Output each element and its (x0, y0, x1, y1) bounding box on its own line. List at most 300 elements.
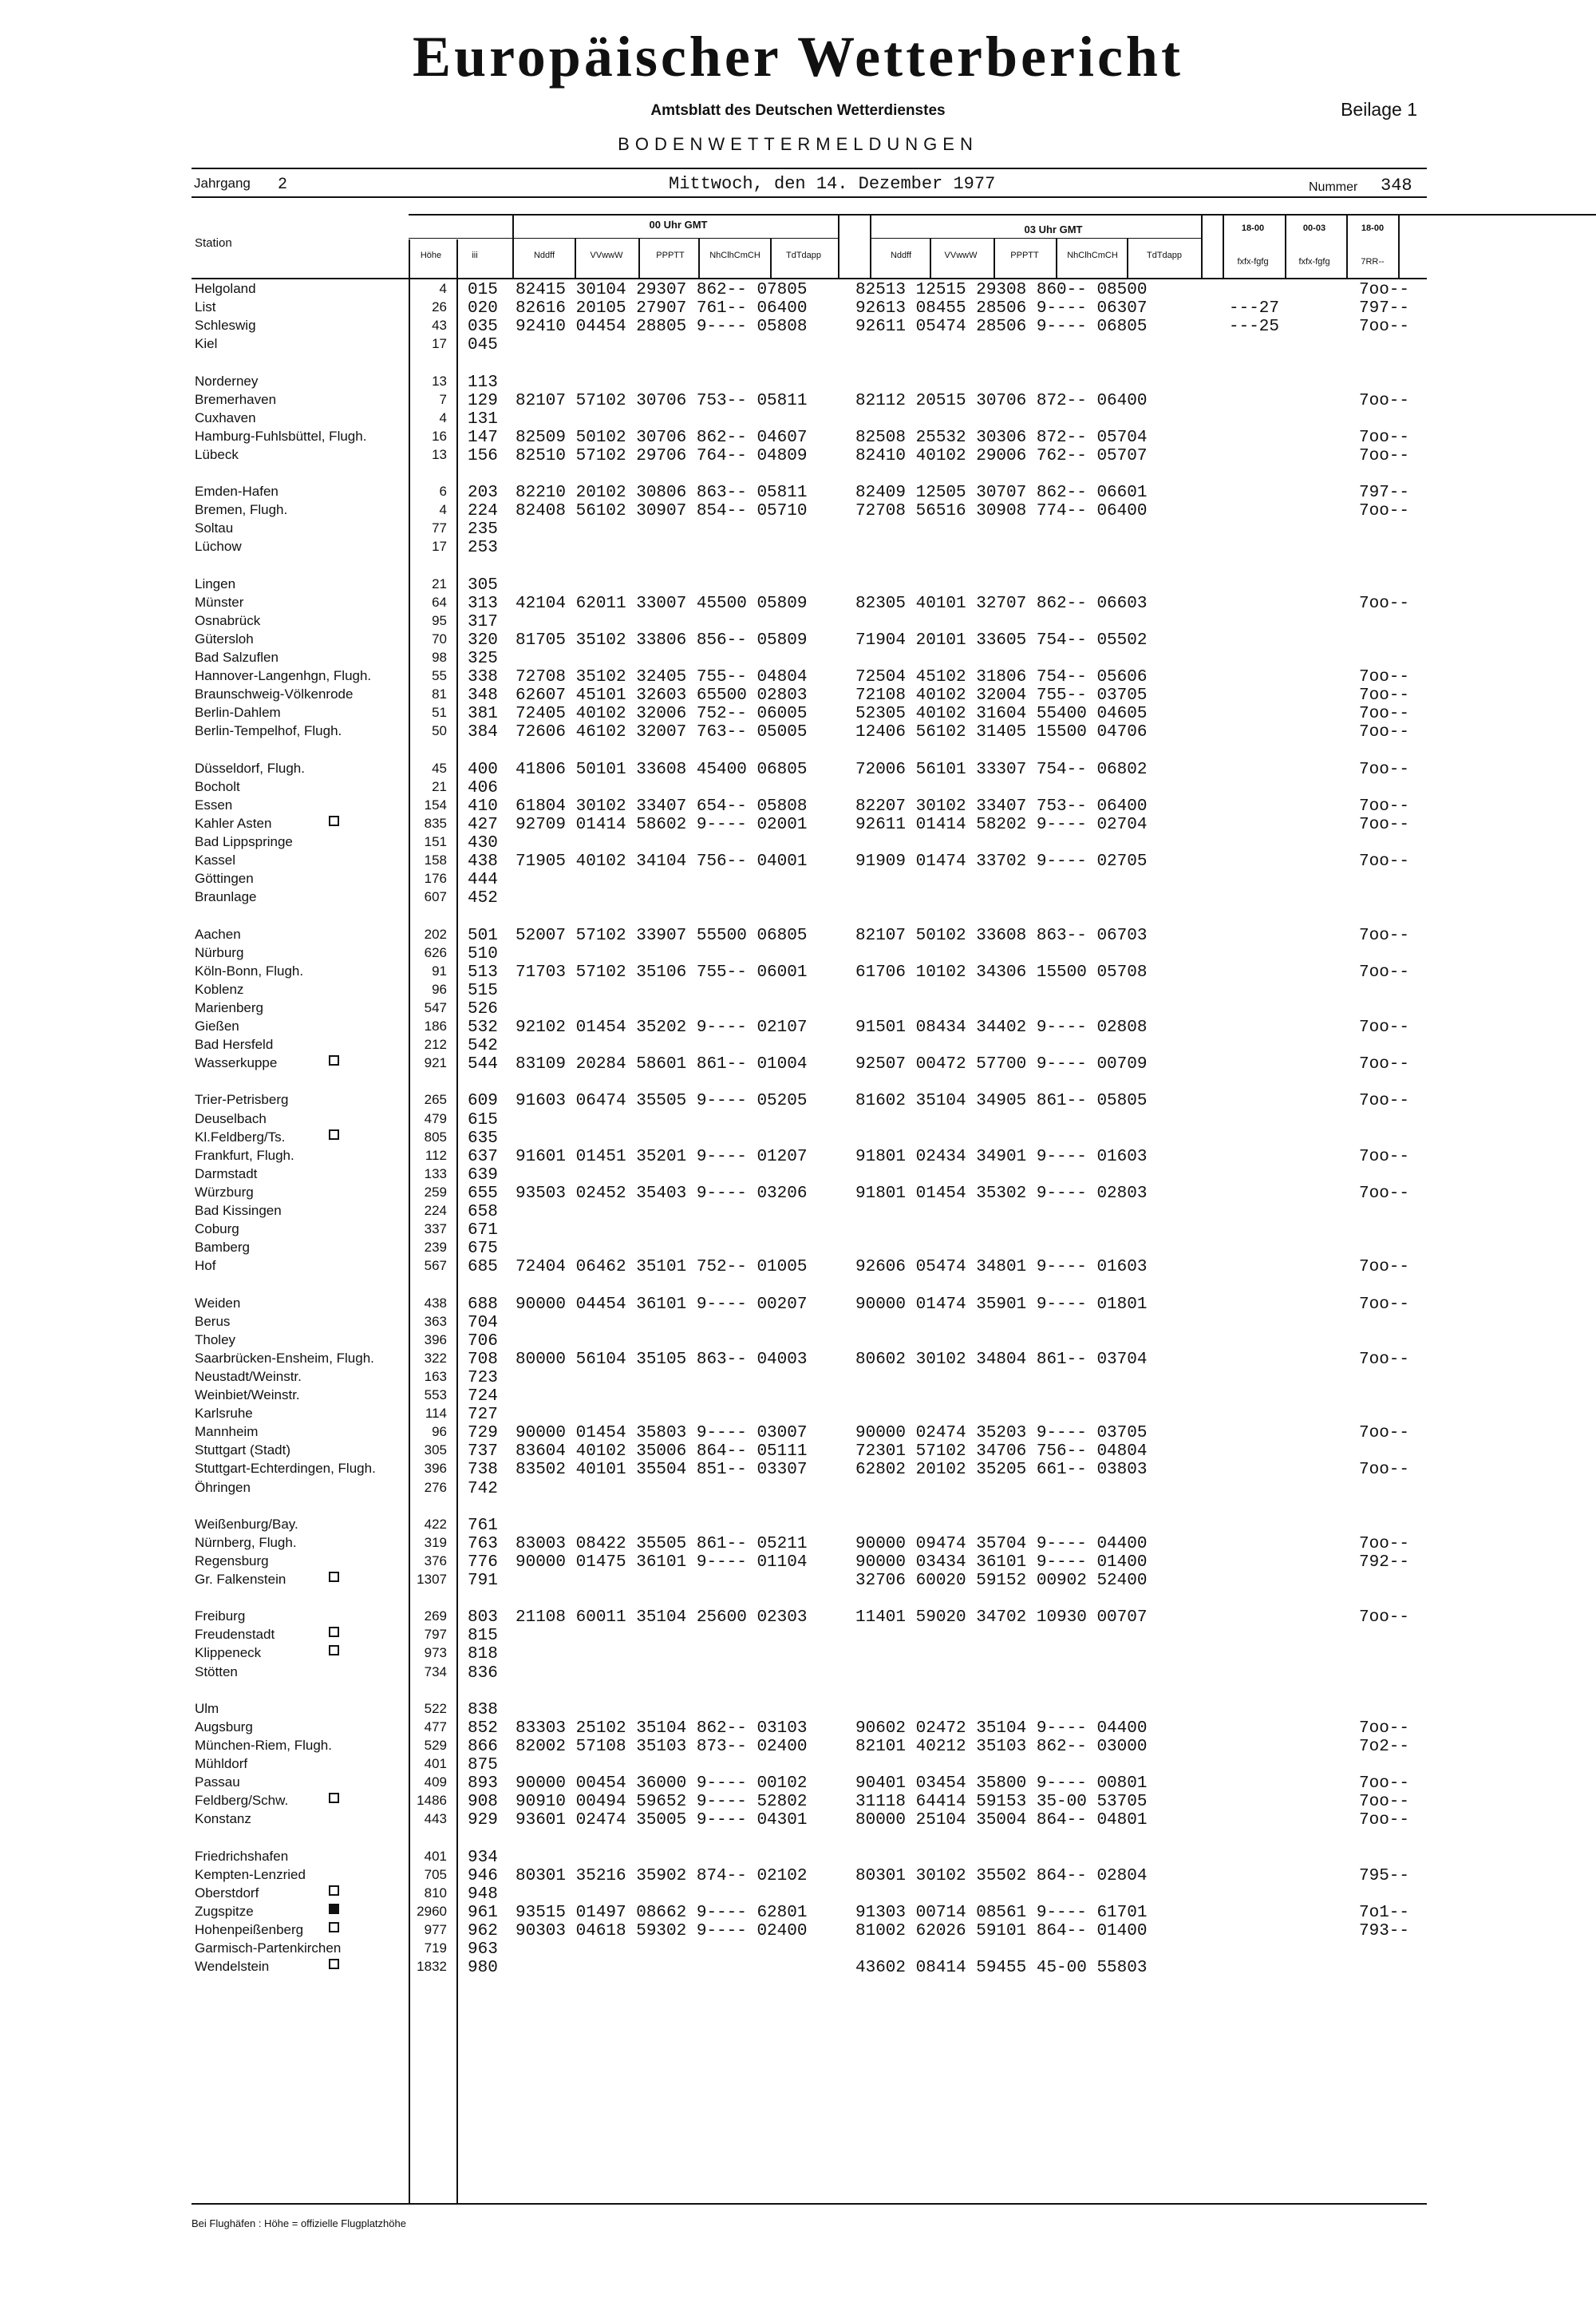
precip-18-00: 7oo-- (1359, 760, 1410, 779)
station-id: 724 (468, 1387, 498, 1406)
col-divider (770, 238, 772, 279)
obs-03-gmt: 52305 40102 31604 55400 04605 (855, 705, 1148, 724)
col-00-h1: Nddff (533, 251, 555, 260)
table-row (0, 1406, 1596, 1424)
station-height: 212 (424, 1037, 447, 1053)
station-height: 553 (424, 1387, 447, 1402)
precip-18-00: 7oo-- (1359, 705, 1410, 724)
station-name: Regensburg (195, 1553, 269, 1568)
station-name: Bad Hersfeld (195, 1037, 274, 1053)
station-id: 526 (468, 999, 498, 1019)
station-height: 265 (424, 1092, 447, 1108)
station-height: 176 (424, 871, 447, 887)
station-height: 16 (432, 428, 447, 444)
station-id: 961 (468, 1903, 498, 1922)
obs-00-gmt: 83303 25102 35104 862-- 03103 (516, 1719, 808, 1738)
station-height: 477 (424, 1719, 447, 1734)
obs-03-gmt: 82101 40212 35103 862-- 03000 (855, 1737, 1148, 1756)
col-03-h2: VVwwW (944, 251, 978, 260)
station-id: 929 (468, 1811, 498, 1830)
table-row (0, 410, 1596, 429)
station-id: 685 (468, 1258, 498, 1277)
station-id: 838 (468, 1700, 498, 1719)
open-square-icon (329, 1793, 339, 1803)
col-divider (1346, 214, 1348, 279)
obs-00-gmt: 82002 57108 35103 873-- 02400 (516, 1737, 808, 1756)
station-height: 26 (432, 299, 447, 315)
station-id: 852 (468, 1719, 498, 1738)
table-row (0, 668, 1596, 686)
obs-03-gmt: 12406 56102 31405 15500 04706 (855, 723, 1148, 742)
table-row (0, 1314, 1596, 1332)
station-height: 973 (424, 1645, 447, 1661)
station-height: 376 (424, 1553, 447, 1568)
obs-03-gmt: 80602 30102 34804 861-- 03704 (855, 1350, 1148, 1369)
precip-18-00: 7oo-- (1359, 1184, 1410, 1203)
col-divider (1201, 214, 1203, 279)
open-square-icon (329, 1959, 339, 1969)
obs-03-gmt: 91909 01474 33702 9---- 02705 (855, 852, 1148, 872)
station-id: 348 (468, 686, 498, 706)
col-divider (1398, 214, 1400, 279)
station-id: 815 (468, 1627, 498, 1646)
precip-18-00: 7o1-- (1359, 1903, 1410, 1922)
station-name: Kl.Feldberg/Ts. (195, 1129, 286, 1145)
col-00-h5: TdTdapp (785, 251, 822, 260)
station-name: Passau (195, 1774, 240, 1790)
station-height: 529 (424, 1737, 447, 1753)
col-iii-header: iii (472, 251, 478, 260)
col-divider (994, 238, 995, 279)
station-name: Lübeck (195, 446, 239, 462)
table-row (0, 779, 1596, 797)
station-height: 259 (424, 1184, 447, 1200)
table-row (0, 613, 1596, 631)
obs-00-gmt: 90303 04618 59302 9---- 02400 (516, 1921, 808, 1940)
table-row (0, 1553, 1596, 1572)
station-name: Cuxhaven (195, 409, 256, 425)
station-id: 948 (468, 1885, 498, 1904)
obs-03-gmt: 82207 30102 33407 753-- 06400 (855, 797, 1148, 816)
table-row (0, 539, 1596, 557)
station-height: 91 (432, 963, 447, 979)
station-height: 607 (424, 889, 447, 905)
station-height: 17 (432, 336, 447, 352)
station-height: 202 (424, 926, 447, 942)
open-square-icon (329, 816, 339, 826)
table-row (0, 1092, 1596, 1110)
station-height: 96 (432, 1424, 447, 1440)
table-row (0, 1037, 1596, 1055)
station-height: 409 (424, 1774, 447, 1790)
obs-00-gmt: 72404 06462 35101 752-- 01005 (516, 1258, 808, 1277)
station-id: 406 (468, 778, 498, 797)
precip-18-00: 7oo-- (1359, 391, 1410, 410)
precip-18-00: 7oo-- (1359, 1793, 1410, 1812)
station-name: Braunschweig-Völkenrode (195, 686, 354, 702)
precip-18-00: 795-- (1359, 1866, 1410, 1885)
station-name: Oberstdorf (195, 1885, 259, 1901)
obs-00-gmt: 83003 08422 35505 861-- 05211 (516, 1534, 808, 1553)
col-station-header: Station (195, 236, 232, 250)
station-height: 396 (424, 1331, 447, 1347)
table-row (0, 299, 1596, 318)
station-height: 224 (424, 1203, 447, 1218)
station-name: Bocholt (195, 778, 240, 794)
table-row (0, 761, 1596, 779)
station-id: 893 (468, 1774, 498, 1794)
station-name: Helgoland (195, 281, 256, 296)
station-name: Garmisch-Partenkirchen (195, 1940, 342, 1956)
station-id: 224 (468, 502, 498, 521)
station-height: 401 (424, 1756, 447, 1771)
station-name: Nürburg (195, 944, 244, 960)
station-height: 797 (424, 1627, 447, 1643)
table-row (0, 1572, 1596, 1590)
station-name: Münster (195, 594, 244, 610)
station-height: 114 (425, 1406, 447, 1422)
table-row (0, 927, 1596, 945)
station-id: 609 (468, 1092, 498, 1111)
extra2-top: 00-03 (1302, 223, 1326, 233)
precip-18-00: 797-- (1359, 299, 1410, 318)
obs-03-gmt: 91801 01454 35302 9---- 02803 (855, 1184, 1148, 1203)
station-height: 51 (432, 705, 447, 721)
precip-18-00: 7oo-- (1359, 1461, 1410, 1480)
table-row (0, 945, 1596, 963)
obs-00-gmt: 91603 06474 35505 9---- 05205 (516, 1092, 808, 1111)
station-id: 400 (468, 760, 498, 779)
table-row (0, 484, 1596, 502)
table-row (0, 1000, 1596, 1019)
station-id: 035 (468, 318, 498, 337)
obs-03-gmt: 92611 01414 58202 9---- 02704 (855, 815, 1148, 834)
station-height: 401 (424, 1848, 447, 1864)
station-id: 655 (468, 1184, 498, 1203)
station-name: Augsburg (195, 1719, 253, 1734)
col-divider (838, 214, 839, 279)
block-00-header: 00 Uhr GMT (649, 219, 708, 231)
station-id: 325 (468, 650, 498, 668)
col-03-h1: Nddff (890, 251, 912, 260)
col-divider (1285, 214, 1286, 279)
extra1-top: 18-00 (1241, 223, 1265, 233)
table-row (0, 650, 1596, 668)
obs-03-gmt: 11401 59020 34702 10930 00707 (855, 1608, 1148, 1628)
station-name: Berlin-Dahlem (195, 705, 281, 721)
station-height: 163 (424, 1368, 447, 1384)
obs-00-gmt: 80000 56104 35105 863-- 04003 (516, 1350, 808, 1369)
station-height: 305 (424, 1442, 447, 1458)
station-id: 317 (468, 612, 498, 631)
station-id: 532 (468, 1019, 498, 1037)
jahrgang-label: Jahrgang (194, 176, 251, 191)
station-height: 734 (424, 1663, 447, 1679)
page-title: Europäischer Wetterbericht (413, 25, 1183, 89)
station-id: 438 (468, 852, 498, 872)
table-row (0, 1922, 1596, 1940)
col-hoehe-header: Höhe (420, 251, 442, 260)
table-row (0, 1645, 1596, 1663)
station-id: 384 (468, 723, 498, 742)
station-id: 313 (468, 594, 498, 613)
station-height: 547 (424, 999, 447, 1015)
table-row (0, 871, 1596, 889)
station-height: 6 (439, 484, 447, 500)
station-id: 147 (468, 428, 498, 447)
obs-00-gmt: 92410 04454 28805 9---- 05808 (516, 318, 808, 337)
table-row (0, 1608, 1596, 1627)
table-row (0, 963, 1596, 982)
station-height: 396 (424, 1461, 447, 1477)
table-row (0, 502, 1596, 520)
obs-03-gmt: 71904 20101 33605 754-- 05502 (855, 631, 1148, 650)
precip-18-00: 7oo-- (1359, 723, 1410, 742)
station-height: 835 (424, 815, 447, 831)
station-id: 131 (468, 409, 498, 429)
station-id: 761 (468, 1516, 498, 1535)
footer-rule (192, 2203, 1427, 2205)
station-name: Coburg (195, 1221, 239, 1237)
obs-03-gmt: 92606 05474 34801 9---- 01603 (855, 1258, 1148, 1277)
station-id: 963 (468, 1940, 498, 1959)
table-row (0, 576, 1596, 595)
station-name: Freiburg (195, 1608, 246, 1624)
table-row (0, 1185, 1596, 1203)
station-id: 671 (468, 1221, 498, 1240)
station-height: 1832 (417, 1959, 447, 1975)
station-height: 479 (424, 1110, 447, 1126)
table-row (0, 1756, 1596, 1774)
table-row (0, 1351, 1596, 1369)
table-row (0, 1203, 1596, 1221)
col-03-h3: PPPTT (1010, 251, 1039, 260)
extra1-bottom: fxfx-fgfg (1237, 257, 1269, 267)
station-height: 363 (424, 1313, 447, 1329)
obs-00-gmt: 90000 04454 36101 9---- 00207 (516, 1295, 808, 1314)
obs-03-gmt: 31118 64414 59153 35-00 53705 (855, 1793, 1148, 1812)
precip-18-00: 792-- (1359, 1553, 1410, 1572)
station-name: Marienberg (195, 999, 263, 1015)
obs-03-gmt: 82410 40102 29006 762-- 05707 (855, 446, 1148, 465)
station-height: 921 (424, 1055, 447, 1071)
obs-03-gmt: 82409 12505 30707 862-- 06601 (855, 484, 1148, 503)
station-height: 50 (432, 723, 447, 739)
station-name: Soltau (195, 520, 234, 536)
col-divider (575, 238, 576, 279)
station-id: 737 (468, 1442, 498, 1462)
station-id: 129 (468, 391, 498, 410)
station-height: 186 (424, 1019, 447, 1034)
open-square-icon (329, 1885, 339, 1896)
obs-03-gmt: 90000 02474 35203 9---- 03705 (855, 1424, 1148, 1443)
station-id: 723 (468, 1368, 498, 1387)
table-row (0, 816, 1596, 834)
station-id: 305 (468, 576, 498, 595)
station-height: 438 (424, 1295, 447, 1311)
precip-18-00: 7oo-- (1359, 1258, 1410, 1277)
station-height: 96 (432, 981, 447, 997)
station-name: Lingen (195, 576, 236, 591)
station-height: 112 (425, 1147, 447, 1163)
precip-18-00: 7oo-- (1359, 1147, 1410, 1166)
station-name: Wasserkuppe (195, 1055, 278, 1071)
open-square-icon (329, 1572, 339, 1582)
station-id: 946 (468, 1866, 498, 1885)
station-height: 337 (424, 1221, 447, 1237)
beilage-label: Beilage 1 (1341, 99, 1417, 120)
precip-18-00: 7o2-- (1359, 1737, 1410, 1756)
station-height: 810 (424, 1885, 447, 1901)
station-id: 875 (468, 1756, 498, 1774)
table-row (0, 1129, 1596, 1148)
table-row (0, 1111, 1596, 1129)
station-height: 1486 (417, 1793, 447, 1809)
obs-00-gmt: 82616 20105 27907 761-- 06400 (516, 299, 808, 318)
station-id: 637 (468, 1147, 498, 1166)
station-id: 635 (468, 1129, 498, 1148)
station-id: 675 (468, 1240, 498, 1259)
obs-03-gmt: 90000 03434 36101 9---- 01400 (855, 1553, 1148, 1572)
station-id: 235 (468, 520, 498, 540)
table-row (0, 1461, 1596, 1479)
station-height: 443 (424, 1811, 447, 1827)
table-row (0, 1535, 1596, 1553)
station-height: 319 (424, 1534, 447, 1550)
station-name: Lüchow (195, 539, 242, 555)
table-row (0, 1959, 1596, 1977)
obs-03-gmt: 92611 05474 28506 9---- 06805 (855, 318, 1148, 337)
station-name: Stuttgart-Echterdingen, Flugh. (195, 1461, 376, 1477)
station-name: Schleswig (195, 318, 256, 334)
obs-03-gmt: 91801 02434 34901 9---- 01603 (855, 1147, 1148, 1166)
precip-18-00: 7oo-- (1359, 281, 1410, 299)
station-name: Kiel (195, 336, 218, 352)
station-name: Weiden (195, 1295, 241, 1311)
station-name: Bamberg (195, 1240, 250, 1256)
table-row (0, 1738, 1596, 1756)
table-row (0, 318, 1596, 336)
station-name: Nürnberg, Flugh. (195, 1534, 297, 1550)
wind-gust-18-00: ---27 (1229, 299, 1280, 318)
table-row (0, 1793, 1596, 1811)
table-row (0, 1940, 1596, 1959)
extra2-bottom: fxfx-fgfg (1298, 257, 1330, 267)
station-height: 705 (424, 1866, 447, 1882)
station-name: Aachen (195, 926, 241, 942)
subtitle: Amtsblatt des Deutschen Wetterdienstes (650, 102, 946, 119)
col-header-bottom-rule (192, 278, 1427, 279)
obs-00-gmt: 83502 40101 35504 851-- 03307 (516, 1461, 808, 1480)
obs-03-gmt: 82305 40101 32707 862-- 06603 (855, 594, 1148, 613)
station-name: Bad Salzuflen (195, 650, 279, 665)
precip-18-00: 7oo-- (1359, 852, 1410, 872)
open-square-icon (329, 1627, 339, 1637)
table-row (0, 1719, 1596, 1738)
table-row (0, 1019, 1596, 1037)
obs-03-gmt: 72504 45102 31806 754-- 05606 (855, 668, 1148, 687)
obs-03-gmt: 82112 20515 30706 872-- 06400 (855, 391, 1148, 410)
station-name: Gießen (195, 1019, 239, 1034)
station-height: 977 (424, 1921, 447, 1937)
table-row (0, 1904, 1596, 1922)
table-row (0, 1867, 1596, 1885)
station-id: 015 (468, 281, 498, 299)
station-name: Osnabrück (195, 612, 261, 628)
station-id: 513 (468, 963, 498, 982)
precip-18-00: 7oo-- (1359, 428, 1410, 447)
station-id: 639 (468, 1165, 498, 1185)
precip-18-00: 7oo-- (1359, 815, 1410, 834)
station-height: 1307 (417, 1572, 447, 1587)
footnote: Bei Flughäfen : Höhe = offizielle Flugplatzhöhe (192, 2217, 406, 2229)
obs-00-gmt: 81705 35102 33806 856-- 05809 (516, 631, 808, 650)
station-name: Öhringen (195, 1479, 251, 1495)
station-id: 427 (468, 815, 498, 834)
obs-00-gmt: 82210 20102 30806 863-- 05811 (516, 484, 808, 503)
station-id: 708 (468, 1350, 498, 1369)
obs-03-gmt: 90000 01474 35901 9---- 01801 (855, 1295, 1148, 1314)
obs-00-gmt: 82408 56102 30907 854-- 05710 (516, 502, 808, 521)
station-height: 239 (424, 1240, 447, 1256)
station-name: Stötten (195, 1663, 238, 1679)
open-square-icon (329, 1055, 339, 1066)
station-name: Friedrichshafen (195, 1848, 289, 1864)
obs-00-gmt: 42104 62011 33007 45500 05809 (516, 594, 808, 613)
station-name: Berlin-Tempelhof, Flugh. (195, 723, 342, 739)
station-name: Weißenburg/Bay. (195, 1516, 298, 1532)
table-row (0, 723, 1596, 742)
station-height: 626 (424, 944, 447, 960)
station-height: 21 (432, 778, 447, 794)
station-id: 253 (468, 539, 498, 558)
obs-00-gmt: 41806 50101 33608 45400 06805 (516, 760, 808, 779)
obs-00-gmt: 83604 40102 35006 864-- 05111 (516, 1442, 808, 1462)
obs-00-gmt: 72606 46102 32007 763-- 05005 (516, 723, 808, 742)
nummer-label: Nummer (1309, 180, 1358, 194)
station-id: 727 (468, 1406, 498, 1425)
obs-00-gmt: 82107 57102 30706 753-- 05811 (516, 391, 808, 410)
precip-18-00: 7oo-- (1359, 1608, 1410, 1628)
obs-03-gmt: 91501 08434 34402 9---- 02808 (855, 1019, 1148, 1037)
table-row (0, 1387, 1596, 1406)
table-row (0, 834, 1596, 852)
table-row (0, 1849, 1596, 1867)
station-name: Weinbiet/Weinstr. (195, 1387, 300, 1402)
station-name: Wendelstein (195, 1959, 270, 1975)
station-height: 719 (424, 1940, 447, 1956)
station-height: 4 (439, 502, 447, 518)
table-row (0, 1627, 1596, 1645)
extra3-top: 18-00 (1361, 223, 1385, 233)
obs-03-gmt: 92613 08455 28506 9---- 06307 (855, 299, 1148, 318)
table-row (0, 374, 1596, 392)
obs-00-gmt: 80301 35216 35902 874-- 02102 (516, 1866, 808, 1885)
station-id: 818 (468, 1645, 498, 1664)
table-row (0, 1701, 1596, 1719)
station-height: 133 (424, 1165, 447, 1181)
obs-00-gmt: 82415 30104 29307 862-- 07805 (516, 281, 808, 299)
table-row (0, 1295, 1596, 1314)
station-height: 45 (432, 760, 447, 776)
station-height: 276 (424, 1479, 447, 1495)
precip-18-00: 7oo-- (1359, 1534, 1410, 1553)
col-divider (456, 239, 458, 279)
precip-18-00: 7oo-- (1359, 1811, 1410, 1830)
station-id: 836 (468, 1663, 498, 1683)
obs-00-gmt: 82509 50102 30706 862-- 04607 (516, 428, 808, 447)
station-id: 962 (468, 1921, 498, 1940)
